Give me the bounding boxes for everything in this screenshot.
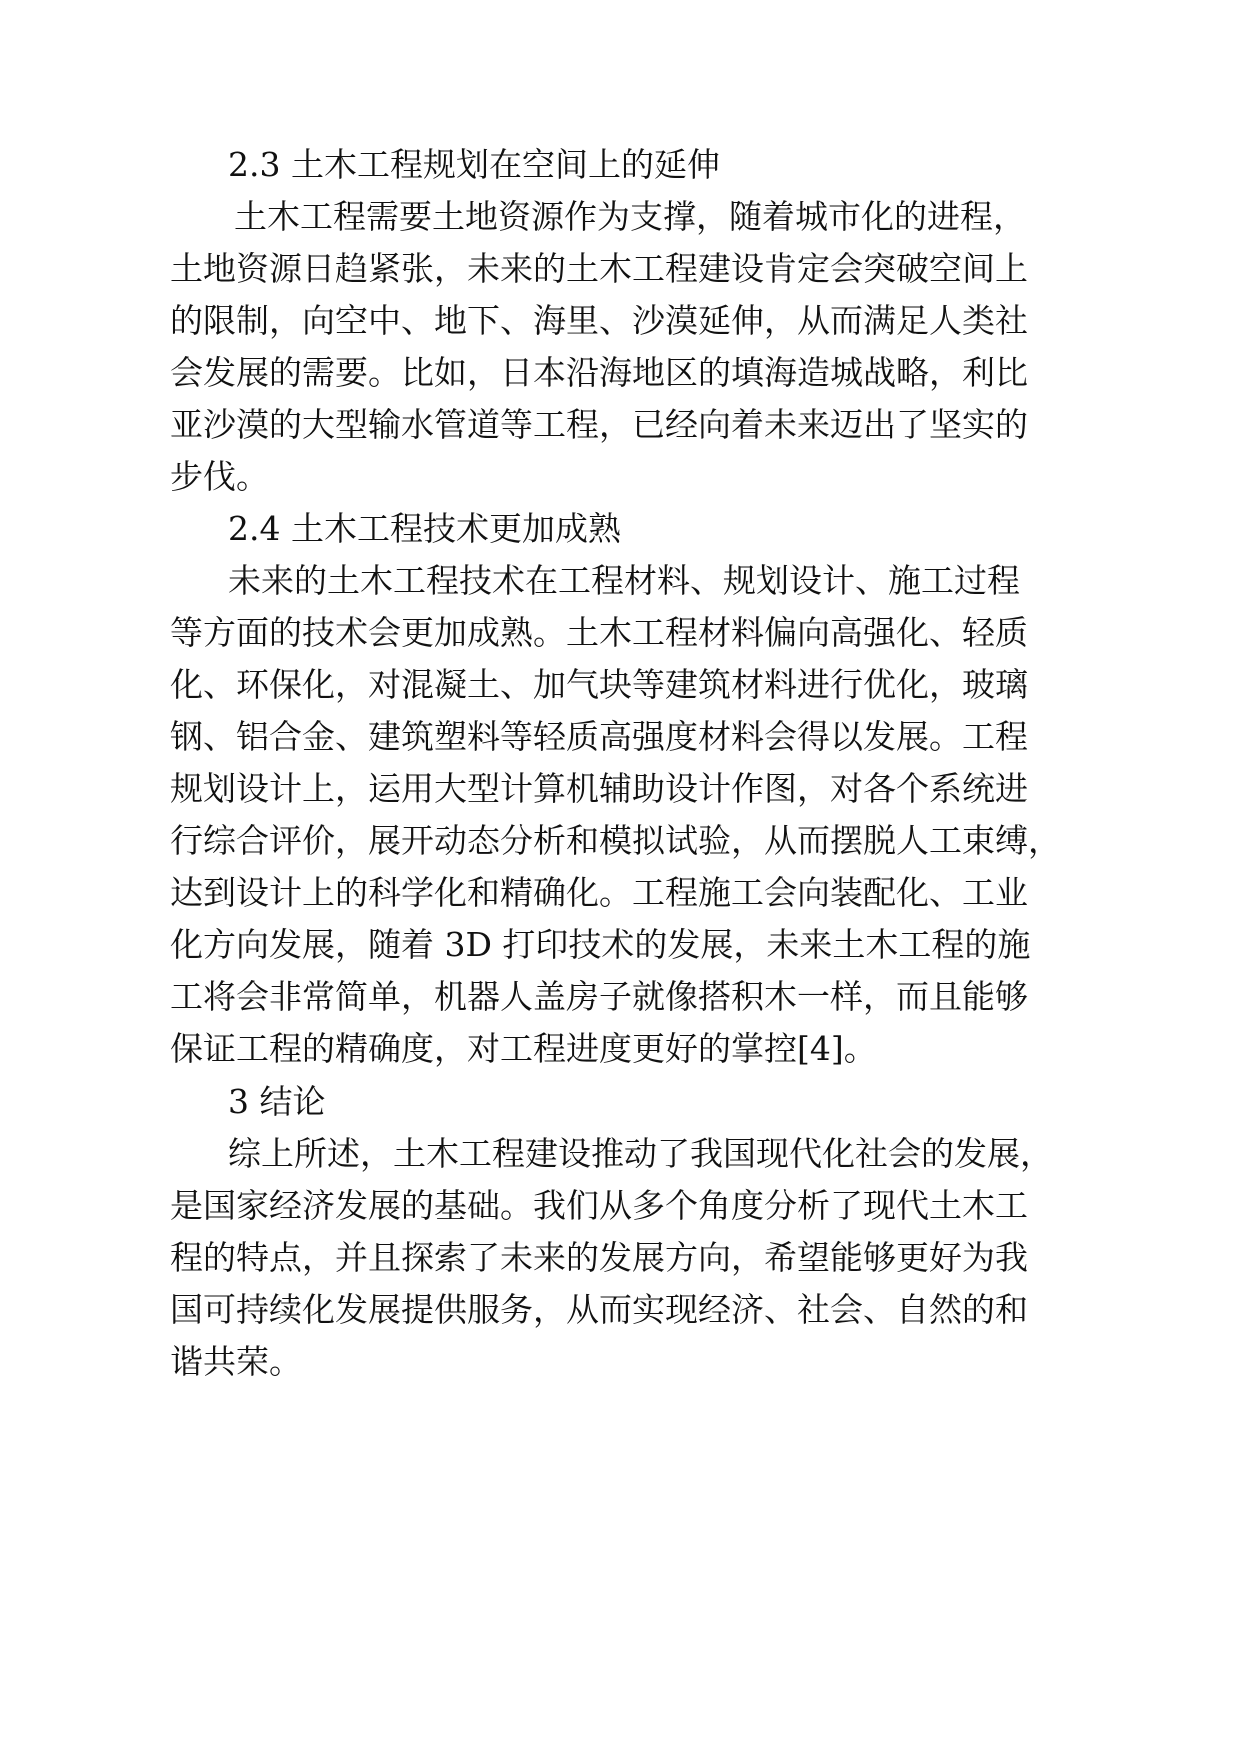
section-heading: 2.4 土木工程技术更加成熟 <box>228 509 621 548</box>
paragraph-line: 等方面的技术会更加成熟。土木工程材料偏向高强化、轻质 <box>170 613 1028 652</box>
paragraph-line: 化方向发展，随着 3D 打印技术的发展，未来土木工程的施 <box>170 925 1031 964</box>
paragraph-line: 亚沙漠的大型输水管道等工程，已经向着未来迈出了坚实的 <box>170 405 1028 444</box>
paragraph-line: 国可持续化发展提供服务，从而实现经济、社会、自然的和 <box>170 1290 1028 1329</box>
paragraph-line: 谐共荣。 <box>170 1342 302 1381</box>
paragraph-line: 规划设计上，运用大型计算机辅助设计作图，对各个系统进 <box>170 769 1028 808</box>
paragraph-line: 土地资源日趋紧张，未来的土木工程建设肯定会突破空间上 <box>170 249 1028 288</box>
paragraph-line: 行综合评价，展开动态分析和模拟试验，从而摆脱人工束缚， <box>170 821 1061 860</box>
paragraph-line: 程的特点，并且探索了未来的发展方向，希望能够更好为我 <box>170 1238 1028 1277</box>
section-heading: 3 结论 <box>228 1082 326 1121</box>
paragraph-line: 会发展的需要。比如，日本沿海地区的填海造城战略，利比 <box>170 353 1028 392</box>
paragraph-line: 未来的土木工程技术在工程材料、规划设计、施工过程 <box>228 561 1020 600</box>
paragraph-line: 钢、铝合金、建筑塑料等轻质高强度材料会得以发展。工程 <box>170 717 1028 756</box>
paragraph-line: 是国家经济发展的基础。我们从多个角度分析了现代土木工 <box>170 1186 1028 1225</box>
paragraph-line: 步伐。 <box>170 457 269 496</box>
paragraph-line: 的限制，向空中、地下、海里、沙漠延伸，从而满足人类社 <box>170 301 1028 340</box>
paragraph-line: 化、环保化，对混凝土、加气块等建筑材料进行优化，玻璃 <box>170 665 1028 704</box>
paragraph-line: 保证工程的精确度，对工程进度更好的掌控[4]。 <box>170 1029 877 1068</box>
section-heading: 2.3 土木工程规划在空间上的延伸 <box>228 145 720 184</box>
paragraph-line: 达到设计上的科学化和精确化。工程施工会向装配化、工业 <box>170 873 1028 912</box>
paragraph-line: 综上所述，土木工程建设推动了我国现代化社会的发展， <box>228 1134 1053 1173</box>
paragraph-line: 土木工程需要土地资源作为支撑，随着城市化的进程， <box>234 197 1026 236</box>
paragraph-line: 工将会非常简单，机器人盖房子就像搭积木一样，而且能够 <box>170 977 1028 1016</box>
